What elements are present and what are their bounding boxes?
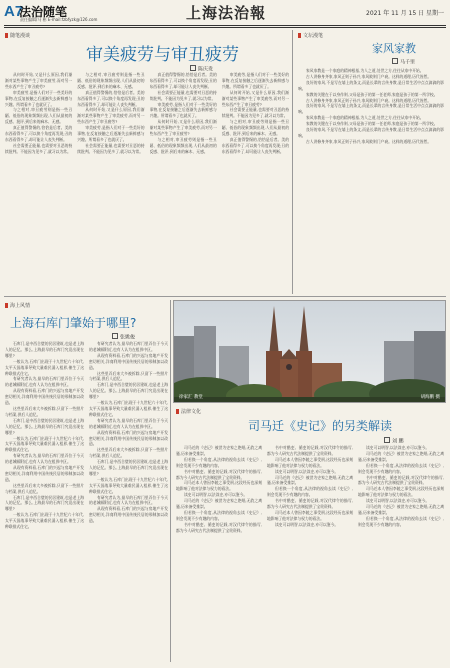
article-author: 马千里 [392, 58, 415, 66]
column-tag: 随笔漫谈 [5, 32, 30, 39]
article-body [5, 72, 289, 294]
column-tag: 海上风情 [5, 302, 30, 309]
text-column: 与之相对,审丑疲劳则是指一些丑陋、低俗的现象频频出现,人们从最初的反感、批评,到后来的麻木、无感。 真正值得警惕的,恰恰是后者。美的东西看得多了,可以换个角度再发现;丑的东西看得多了,却可能让人丧失判断。 从何时开始,又是什么原因,我们渐渐对某些事物产生了审美疲劳,而对另一些东西产生了审丑疲劳? 审美疲劳,是指人们对于一些美好的事物,在反复接触之后逐渐失去新鲜感与兴趣。所谓看多了也就厌了。 社会需要正能量,也需要对丑恶的持续批判。不能因为见多了,就习以为常。 [77, 72, 145, 154]
column-tag: 法律文化 [176, 408, 201, 415]
article-headline: 上海石库门肇始于哪里? [10, 316, 137, 330]
article-author: 张姚俊 [112, 333, 135, 341]
column-tag: 文坛漫笔 [298, 32, 323, 39]
photo-caption: 徐家汇 教堂 [179, 395, 203, 400]
article-headline: 司马迁《史记》的另类解读 [248, 419, 393, 433]
text-column: 读史可以明智,以法读史,亦可以鉴今。 司马迁的《史记》被誉为史家之绝唱,无韵之离骚,历来备受推崇。 但若换一个角度,从法律的视角去读《史记》,则会发现不少有趣的内容。 书中对酷吏、循吏的记载,对汉代律令的描写,都为今人研究古代法制提供了宝贵资料。 司马迁本人曾因李陵之事受刑,这段经历也深刻地影响了他对法律与权力的看法。 读史可以明智,以法读史,亦可以鉴今。 司马迁的《史记》被誉为史家之绝唱,无韵之离骚,历来备受推崇。 但若换一个角度,从法律的视角去读《史记》,则会发现不少有趣的内容。 [358, 445, 444, 527]
article-author: 刘 鹏 [384, 437, 404, 445]
section-title: 法治随笔 [19, 5, 68, 19]
article-headline: 家风家教 [372, 42, 416, 55]
article-body [298, 68, 444, 294]
article-author: 陈庆贵 [190, 65, 213, 73]
article-body [5, 341, 168, 663]
masthead: 上海法治報 [186, 4, 267, 22]
text-column: 有研究者认为,最早的石库门里弄位于今天的老城厢附近,也有人认为在租界中区。 从现有资料看,石库门的兴起与房地产开发密切相关,洋商利用中国传统民居的形制加以改造。 这些里弄后来大多被拆除,只留下一些照片与档案,供后人追忆。 石库门,是中西合璧的民居建筑,也是老上海人的记忆。那么,上海最早的石库门究竟出现在哪里? 一般认为,石库门出现于十九世纪六十年代,太平天国战事导致大量难民涌入租界,催生了这种联排式住宅。 有研究者认为,最早的石库门里弄位于今天的老城厢附近,也有人认为在租界中区。 从现有资料看,石库门的兴起与房地产开发密切相关,洋商利用中国传统民居的形制加以改造。 这些里弄后来大多被拆除,只留下一些照片与档案,供后人追忆。 石库门,是中西合璧的民居建筑,也是老上海人的记忆。那么,上海最早的石库门究竟出现在哪里? 一般认为,石库门出现于十九世纪六十年代,太平天国战事导致大量难民涌入租界,催生了这种联排式住宅。 有研究者认为,最早的石库门里弄位于今天的老城厢附近,也有人认为在租界中区。 从现有资料看,石库门的兴起与房地产开发密切相关,洋商利用中国传统民居的形制加以改造。 [89, 341, 168, 524]
header-rule [4, 25, 446, 26]
article-body [176, 445, 444, 663]
text-column: 真正值得警惕的,恰恰是后者。美的东西看得多了,可以换个角度再发现;丑的东西看得多了,却可能让人丧失判断。 社会需要正能量,也需要对丑恶的持续批判。不能因为见多了,就习以为常。 审美疲劳,是指人们对于一些美好的事物,在反复接触之后逐渐失去新鲜感与兴趣。所谓看多了也就厌了。 从何时开始,又是什么原因,我们渐渐对某些事物产生了审美疲劳,而对另一些东西产生了审丑疲劳? 与之相对,审丑疲劳则是指一些丑陋、低俗的现象频频出现,人们从最初的反感、批评,到后来的麻木、无感。 [149, 72, 217, 154]
article-headline: 审美疲劳与审丑疲劳 [86, 45, 239, 65]
photo-credit: 胡海鹏 摄 [420, 395, 440, 400]
page-header [0, 0, 450, 26]
section-divider [4, 296, 446, 297]
text-column: 审美疲劳,是指人们对于一些美好的事物,在反复接触之后逐渐失去新鲜感与兴趣。所谓看多了也就厌了。 从何时开始,又是什么原因,我们渐渐对某些事物产生了审美疲劳,而对另一些东西产生了审丑疲劳? 社会需要正能量,也需要对丑恶的持续批判。不能因为见多了,就习以为常。 与之相对,审丑疲劳则是指一些丑陋、低俗的现象频频出现,人们从最初的反感、批评,到后来的麻木、无感。 真正值得警惕的,恰恰是后者。美的东西看得多了,可以换个角度再发现;丑的东西看得多了,却可能让人丧失判断。 [221, 72, 289, 154]
page-number: A7 [4, 3, 24, 20]
cathedral-photo [173, 300, 446, 403]
text-column: 从何时开始,又是什么原因,我们渐渐对某些事物产生了审美疲劳,而对另一些东西产生了审丑疲劳? 审美疲劳,是指人们对于一些美好的事物,在反复接触之后逐渐失去新鲜感与兴趣。所谓看多了也就厌了。 与之相对,审丑疲劳则是指一些丑陋、低俗的现象频频出现,人们从最初的反感、批评,到后来的麻木、无感。 真正值得警惕的,恰恰是后者。美的东西看得多了,可以换个角度再发现;丑的东西看得多了,却可能让人丧失判断。 社会需要正能量,也需要对丑恶的持续批判。不能因为见多了,就习以为常。 [5, 72, 73, 154]
text-column: 书中对酷吏、循吏的记载,对汉代律令的描写,都为今人研究古代法制提供了宝贵资料。 司马迁本人曾因李陵之事受刑,这段经历也深刻地影响了他对法律与权力的看法。 读史可以明智,以法读史,亦可以鉴今。 司马迁的《史记》被誉为史家之绝唱,无韵之离骚,历来备受推崇。 但若换一个角度,从法律的视角去读《史记》,则会发现不少有趣的内容。 书中对酷吏、循吏的记载,对汉代律令的描写,都为今人研究古代法制提供了宝贵资料。 司马迁本人曾因李陵之事受刑,这段经历也深刻地影响了他对法律与权力的看法。 读史可以明智,以法读史,亦可以鉴今。 [267, 445, 353, 527]
header-rule-thin [4, 27, 446, 28]
cathedral-image [174, 301, 445, 402]
text-column: 石库门,是中西合璧的民居建筑,也是老上海人的记忆。那么,上海最早的石库门究竟出现在哪里? 一般认为,石库门出现于十九世纪六十年代,太平天国战事导致大量难民涌入租界,催生了这种联排式住宅。 有研究者认为,最早的石库门里弄位于今天的老城厢附近,也有人认为在租界中区。 从现有资料看,石库门的兴起与房地产开发密切相关,洋商利用中国传统民居的形制加以改造。 这些里弄后来大多被拆除,只留下一些照片与档案,供后人追忆。 石库门,是中西合璧的民居建筑,也是老上海人的记忆。那么,上海最早的石库门究竟出现在哪里? 一般认为,石库门出现于十九世纪六十年代,太平天国战事导致大量难民涌入租界,催生了这种联排式住宅。 有研究者认为,最早的石库门里弄位于今天的老城厢附近,也有人认为在租界中区。 从现有资料看,石库门的兴起与房地产开发密切相关,洋商利用中国传统民居的形制加以改造。 这些里弄后来大多被拆除,只留下一些照片与档案,供后人追忆。 石库门,是中西合璧的民居建筑,也是老上海人的记忆。那么,上海最早的石库门究竟出现在哪里? 一般认为,石库门出现于十九世纪六十年代,太平天国战事导致大量难民涌入租界,催生了这种联排式住宅。 [5, 341, 84, 530]
column-divider [292, 30, 293, 294]
text-column: 司马迁的《史记》被誉为史家之绝唱,无韵之离骚,历来备受推崇。 但若换一个角度,从法律的视角去读《史记》,则会发现不少有趣的内容。 书中对酷吏、循吏的记载,对汉代律令的描写,都为今人研究古代法制提供了宝贵资料。 司马迁本人曾因李陵之事受刑,这段经历也深刻地影响了他对法律与权力的看法。 读史可以明智,以法读史,亦可以鉴今。 司马迁的《史记》被誉为史家之绝唱,无韵之离骚,历来备受推崇。 但若换一个角度,从法律的视角去读《史记》,则会发现不少有趣的内容。 书中对酷吏、循吏的记载,对汉代律令的描写,都为今人研究古代法制提供了宝贵资料。 [176, 445, 262, 533]
section-subtitle: 责任编辑/马 彬 E-mail:fzbfyzk@126.com [20, 17, 98, 22]
column-divider [170, 300, 171, 662]
text-column: 家风家教是一个家庭的精神根基,为人之道,处世之方,往往从家中开始。 古人讲修身齐家,家风正则子孙兴,家风败则门户衰。这样的道理,历代皆然。 良好的家风,不是写在墙上的条文,而是长辈的言传身教,是日常生活中点点滴滴的影响。 家教的关键在于以身作则,父母是孩子的第一任老师,家庭是孩子的第一所学校。 古人讲修身齐家,家风正则子孙兴,家风败则门户衰。这样的道理,历代皆然。 良好的家风,不是写在墙上的条文,而是长辈的言传身教,是日常生活中点点滴滴的影响。 家风家教是一个家庭的精神根基,为人之道,处世之方,往往从家中开始。 家教的关键在于以身作则,父母是孩子的第一任老师,家庭是孩子的第一所学校。 良好的家风,不是写在墙上的条文,而是长辈的言传身教,是日常生活中点点滴滴的影响。 古人讲修身齐家,家风正则子孙兴,家风败则门户衰。这样的道理,历代皆然。 [298, 68, 444, 144]
issue-date: 2021 年 11 月 15 日 星期一 [366, 10, 444, 17]
